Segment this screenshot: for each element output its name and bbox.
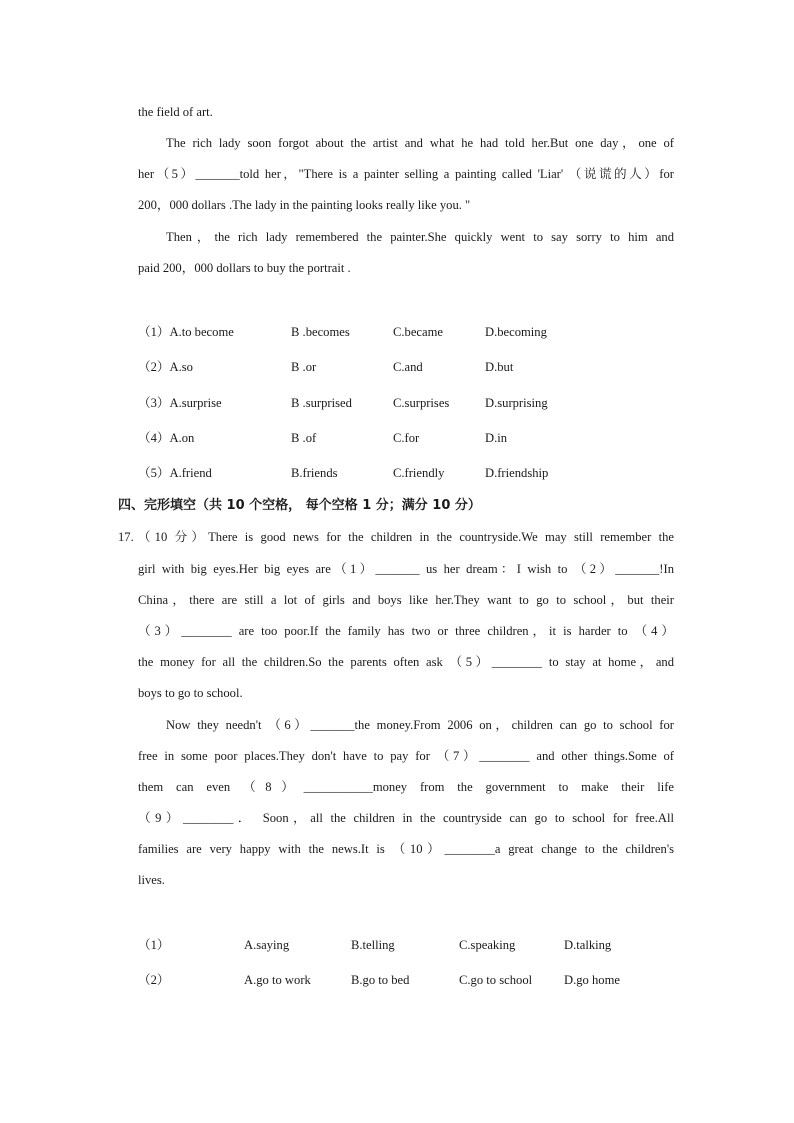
- question-line: the money for all the children.So the parents often ask （5）________ to stay at home，and: [138, 655, 674, 669]
- option-d: D.surprising: [485, 396, 548, 410]
- passage-line: the field of art.: [138, 105, 213, 119]
- option-c: C.and: [393, 360, 423, 374]
- option-b: B .or: [291, 360, 317, 374]
- option-a: （5）A.friend: [138, 466, 212, 480]
- section-heading: 四、完形填空（共 10 个空格， 每个空格 1 分；满分 10 分）: [118, 498, 481, 513]
- option-d: D.friendship: [485, 466, 549, 480]
- option-number: （1）: [138, 938, 170, 952]
- question-line: them can even （8）___________money from the government to make their life: [138, 780, 674, 794]
- option-d: D.go home: [564, 973, 620, 987]
- option-b: B .surprised: [291, 396, 352, 410]
- passage-line: her（5）_______told her，"There is a painter selling a painting called 'Liar' （说谎的人）for: [138, 167, 674, 181]
- option-c: C.friendly: [393, 466, 445, 480]
- question-line: （9）________． Soon，all the children in the countryside can go to school for free.All: [138, 811, 674, 825]
- option-a: A.saying: [244, 938, 290, 952]
- option-c: C.became: [393, 325, 443, 339]
- question-line: free in some poor places.They don't have to pay for （7）________ and other things.Some of: [138, 749, 674, 763]
- passage-line: paid 200，000 dollars to buy the portrait .: [138, 261, 351, 275]
- question-line: （3）________ are too poor.If the family has two or three children，it is harder to （4）: [138, 624, 674, 638]
- question-line: lives.: [138, 873, 165, 887]
- option-b: B.telling: [351, 938, 395, 952]
- option-a: （4）A.on: [138, 431, 195, 445]
- option-d: D.becoming: [485, 325, 547, 339]
- passage-line: The rich lady soon forgot about the artist and what he had told her.But one day，one of: [166, 136, 674, 150]
- question-line: Now they needn't （6）_______the money.From 2006 on，children can go to school for: [166, 718, 674, 732]
- option-c: C.for: [393, 431, 420, 445]
- option-b: B .of: [291, 431, 317, 445]
- option-d: D.talking: [564, 938, 612, 952]
- question-line: girl with big eyes.Her big eyes are（1）_______ us her dream：I wish to （2）_______!In: [138, 562, 674, 576]
- option-a: （1）A.to become: [138, 325, 234, 339]
- option-a: （3）A.surprise: [138, 396, 222, 410]
- option-number: （2）: [138, 973, 170, 987]
- option-a: （2）A.so: [138, 360, 193, 374]
- option-d: D.but: [485, 360, 514, 374]
- passage-line: 200，000 dollars .The lady in the painting looks really like you. ": [138, 198, 471, 212]
- option-b: B.go to bed: [351, 973, 410, 987]
- question-line: families are very happy with the news.It is （10）________a great change to the children's: [138, 842, 674, 856]
- option-d: D.in: [485, 431, 508, 445]
- passage-line: Then，the rich lady remembered the painter.She quickly went to say sorry to him and: [166, 230, 674, 244]
- option-b: B.friends: [291, 466, 338, 480]
- option-c: C.speaking: [459, 938, 516, 952]
- question-line: China，there are still a lot of girls and boys like her.They want to go to school，but their: [138, 593, 674, 607]
- option-a: A.go to work: [244, 973, 311, 987]
- question-line: 17.（10 分）There is good news for the children in the countryside.We may still remember the: [118, 530, 674, 544]
- option-b: B .becomes: [291, 325, 350, 339]
- option-c: C.surprises: [393, 396, 450, 410]
- question-line: boys to go to school.: [138, 686, 243, 700]
- option-c: C.go to school: [459, 973, 533, 987]
